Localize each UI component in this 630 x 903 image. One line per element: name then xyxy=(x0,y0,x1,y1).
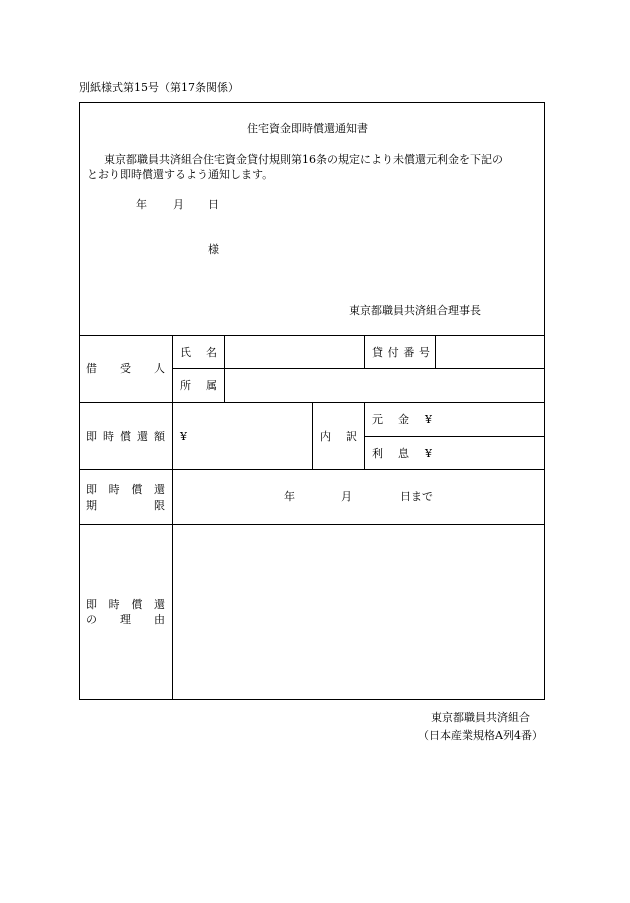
affiliation-label: 所 属 xyxy=(180,379,217,392)
rule-breakdown-right xyxy=(364,402,365,469)
notice-body-line1: 東京都職員共済組合住宅資金貸付規則第16条の規定により未償還元利金を下記の xyxy=(104,153,503,166)
notice-title: 住宅資金即時償還通知書 xyxy=(247,122,368,135)
deadline-year: 年 xyxy=(284,490,295,503)
footer-paper-size: （日本産業規格A列4番） xyxy=(418,729,543,742)
amount-yen: ¥ xyxy=(180,430,187,443)
reason-label-line2: の 理 由 xyxy=(86,613,165,626)
form-label: 別紙様式第15号（第17条関係） xyxy=(79,81,239,94)
issuer-name: 東京都職員共済組合理事長 xyxy=(349,304,481,317)
name-field[interactable] xyxy=(225,336,364,368)
amount-label: 即 時 償 還 額 xyxy=(86,430,165,443)
borrower-label: 借 受 人 xyxy=(86,362,165,375)
date-month: 月 xyxy=(173,198,184,211)
rule-breakdown-left xyxy=(312,402,313,469)
deadline-until: 日まで xyxy=(400,490,433,503)
deadline-label-line2: 期 限 xyxy=(86,499,165,512)
date-year: 年 xyxy=(136,198,147,211)
breakdown-label: 内 訳 xyxy=(320,430,357,443)
principal-yen: ¥ xyxy=(425,413,432,426)
amount-field[interactable] xyxy=(195,403,311,469)
name-label: 氏 名 xyxy=(180,346,217,359)
footer-organization: 東京都職員共済組合 xyxy=(431,711,530,724)
deadline-field[interactable] xyxy=(173,470,544,524)
addressee-suffix: 様 xyxy=(208,243,219,256)
interest-field[interactable] xyxy=(440,437,544,469)
loan-number-label: 貸 付 番 号 xyxy=(372,346,430,359)
reason-label-line1: 即 時 償 還 xyxy=(86,598,165,611)
deadline-month: 月 xyxy=(341,490,352,503)
notice-body-line2: とおり即時償還するよう通知します。 xyxy=(87,168,274,181)
rule-loan-number-left xyxy=(364,335,365,368)
reason-field[interactable] xyxy=(173,525,544,699)
principal-field[interactable] xyxy=(440,403,544,435)
loan-number-field[interactable] xyxy=(436,336,544,368)
interest-yen: ¥ xyxy=(425,447,432,460)
interest-label: 利 息 xyxy=(372,447,409,460)
principal-label: 元 金 xyxy=(372,413,409,426)
date-day: 日 xyxy=(208,198,219,211)
deadline-label-line1: 即 時 償 還 xyxy=(86,483,165,496)
affiliation-field[interactable] xyxy=(225,369,544,402)
